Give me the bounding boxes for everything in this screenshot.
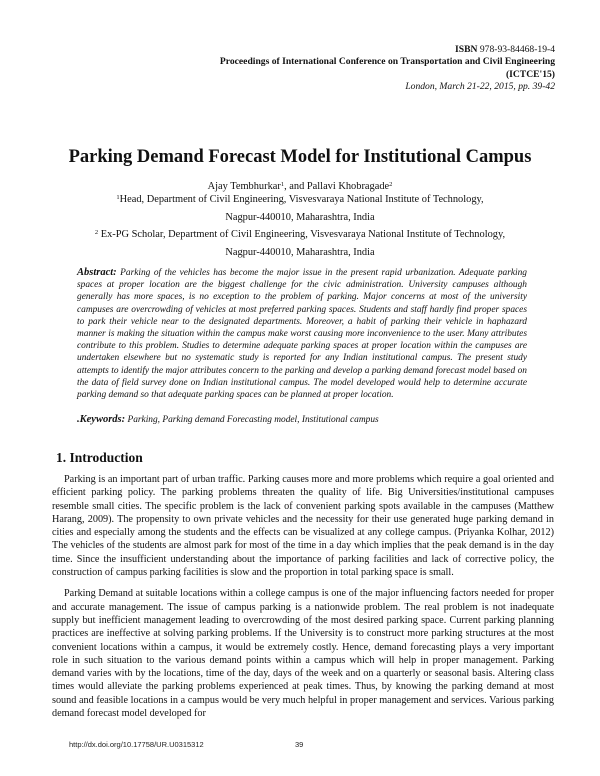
author-1-sup: 1 — [280, 181, 285, 188]
doi-link[interactable]: http://dx.doi.org/10.17758/UR.U0315312 — [69, 740, 204, 749]
page-number: 39 — [295, 740, 304, 749]
abstract-label: Abstract: — [77, 267, 117, 278]
keywords-text: Parking, Parking demand Forecasting model, Institutional campus — [125, 415, 379, 425]
keywords — [77, 414, 379, 425]
author-1: Ajay Tembhurkar — [207, 181, 281, 192]
affil-1-sup: 1 — [116, 193, 120, 201]
isbn-label: ISBN — [455, 44, 478, 55]
authors-block — [0, 180, 600, 261]
affiliation-1-address: Nagpur-440010, Maharashtra, India — [225, 212, 375, 224]
author-sep: , and — [284, 181, 307, 192]
venue: London, March 21-22, 2015, pp. 39-42 — [405, 81, 555, 93]
proceedings: Proceedings of International Conference on Transportation and Civil Engineering — [219, 56, 555, 68]
conference-header — [220, 44, 555, 94]
affiliation-1: Head, Department of Civil Engineering, Visvesvaraya National Institute of Technology, — [119, 193, 484, 205]
body-text — [52, 473, 554, 728]
affiliation-2: Ex-PG Scholar, Department of Civil Engineering, Visvesvaraya National Institute of Technology, — [98, 228, 506, 240]
abstract-text: Parking of the vehicles has become the major issue in the present rapid urbanization. Adequate parking spaces at proper location are the biggest challenge for the civic administration. University campuses although generally has more spaces, is no exception to the problem of parking. Major concerns at most of the university campuses are overcrowding of vehicles at most preferred parking spaces. Students and staff hardly find proper spaces to park their vehicle near to the designated departments. Moreover, a habit of parking their vehicle in haphazard manner is making the situation within the campus make worst causing more inconvenience to the user. Many attributes contribute to this problem. Studies to determine adequate parking spaces at proper location within the campuses are undertaken elsewhere but no systematic study is reported for any Indian institutional campus. The present study attempts to identify the major attributes concern to the parking and develop a parking demand forecast model based on the data of field survey done on Indian institutional campus. The model developed would help to determine accurate parking demand so that adequate parking spaces can be planned at proper location. — [77, 268, 527, 401]
affiliation-2-address: Nagpur-440010, Maharashtra, India — [225, 247, 375, 259]
paper-title: Parking Demand Forecast Model for Institutional Campus — [68, 147, 532, 167]
conference-acronym: (ICTCE'15) — [505, 68, 555, 80]
paragraph: Parking Demand at suitable locations within a college campus is one of the major influencing factors needed for proper and accurate management. The issue of campus parking is a nationwide problem. The real problem is not inadequate supply but inefficient management leading to overcrowding of the most desired parking space. Current parking planning practices are ineffective at solving parking problems. If the University is to construct more parking structures at the most convenient locations within a campus, it would be extremely costly. Hence, demand forecasting plays a very important role in such situation to the various demand points within a campus which will help in proper management. Parking demand varies with by the locations, time of the day, days of the week and on a quarterly or seasonal basis. Altering class times would alleviate the parking problems experienced at peak times. Thus, by knowing the parking demand at most sound and feasible locations in a campus would be very much helpful in proper management and services. Various parking demand forecast model developed for — [52, 588, 554, 720]
section-heading: 1. Introduction — [56, 450, 143, 465]
abstract — [77, 267, 527, 401]
affil-2-sup: 2 — [94, 228, 99, 236]
isbn: 978-93-84468-19-4 — [479, 44, 555, 55]
author-2: Pallavi Khobragade — [306, 181, 390, 192]
keywords-label: .Keywords: — [77, 414, 126, 425]
paragraph: Parking is an important part of urban traffic. Parking causes more and more problems which require a goal oriented and efficient parking policy. The parking problems threaten the quality of life. Big Universities/institutional campuses resemble small cities. The specific problem is the lack of convenient parking spots available in the campuses (Matthew Harang, 2009). The propensity to own private vehicles and the necessity for their use generated huge parking demand in cities and especially among the students and the effects can be visualized at any college campus. (Priyanka Kolhar, 2012) The vehicles of the students are almost park for most of the time in a day which implies that the peak demand is in the day time. Since the insufficient understanding about the importance of parking facilities and lack of corrective policy, the construction of campus parking facilities is slow and the proportion in total parking space is small. — [52, 474, 554, 579]
author-2-sup: 2 — [389, 181, 393, 188]
